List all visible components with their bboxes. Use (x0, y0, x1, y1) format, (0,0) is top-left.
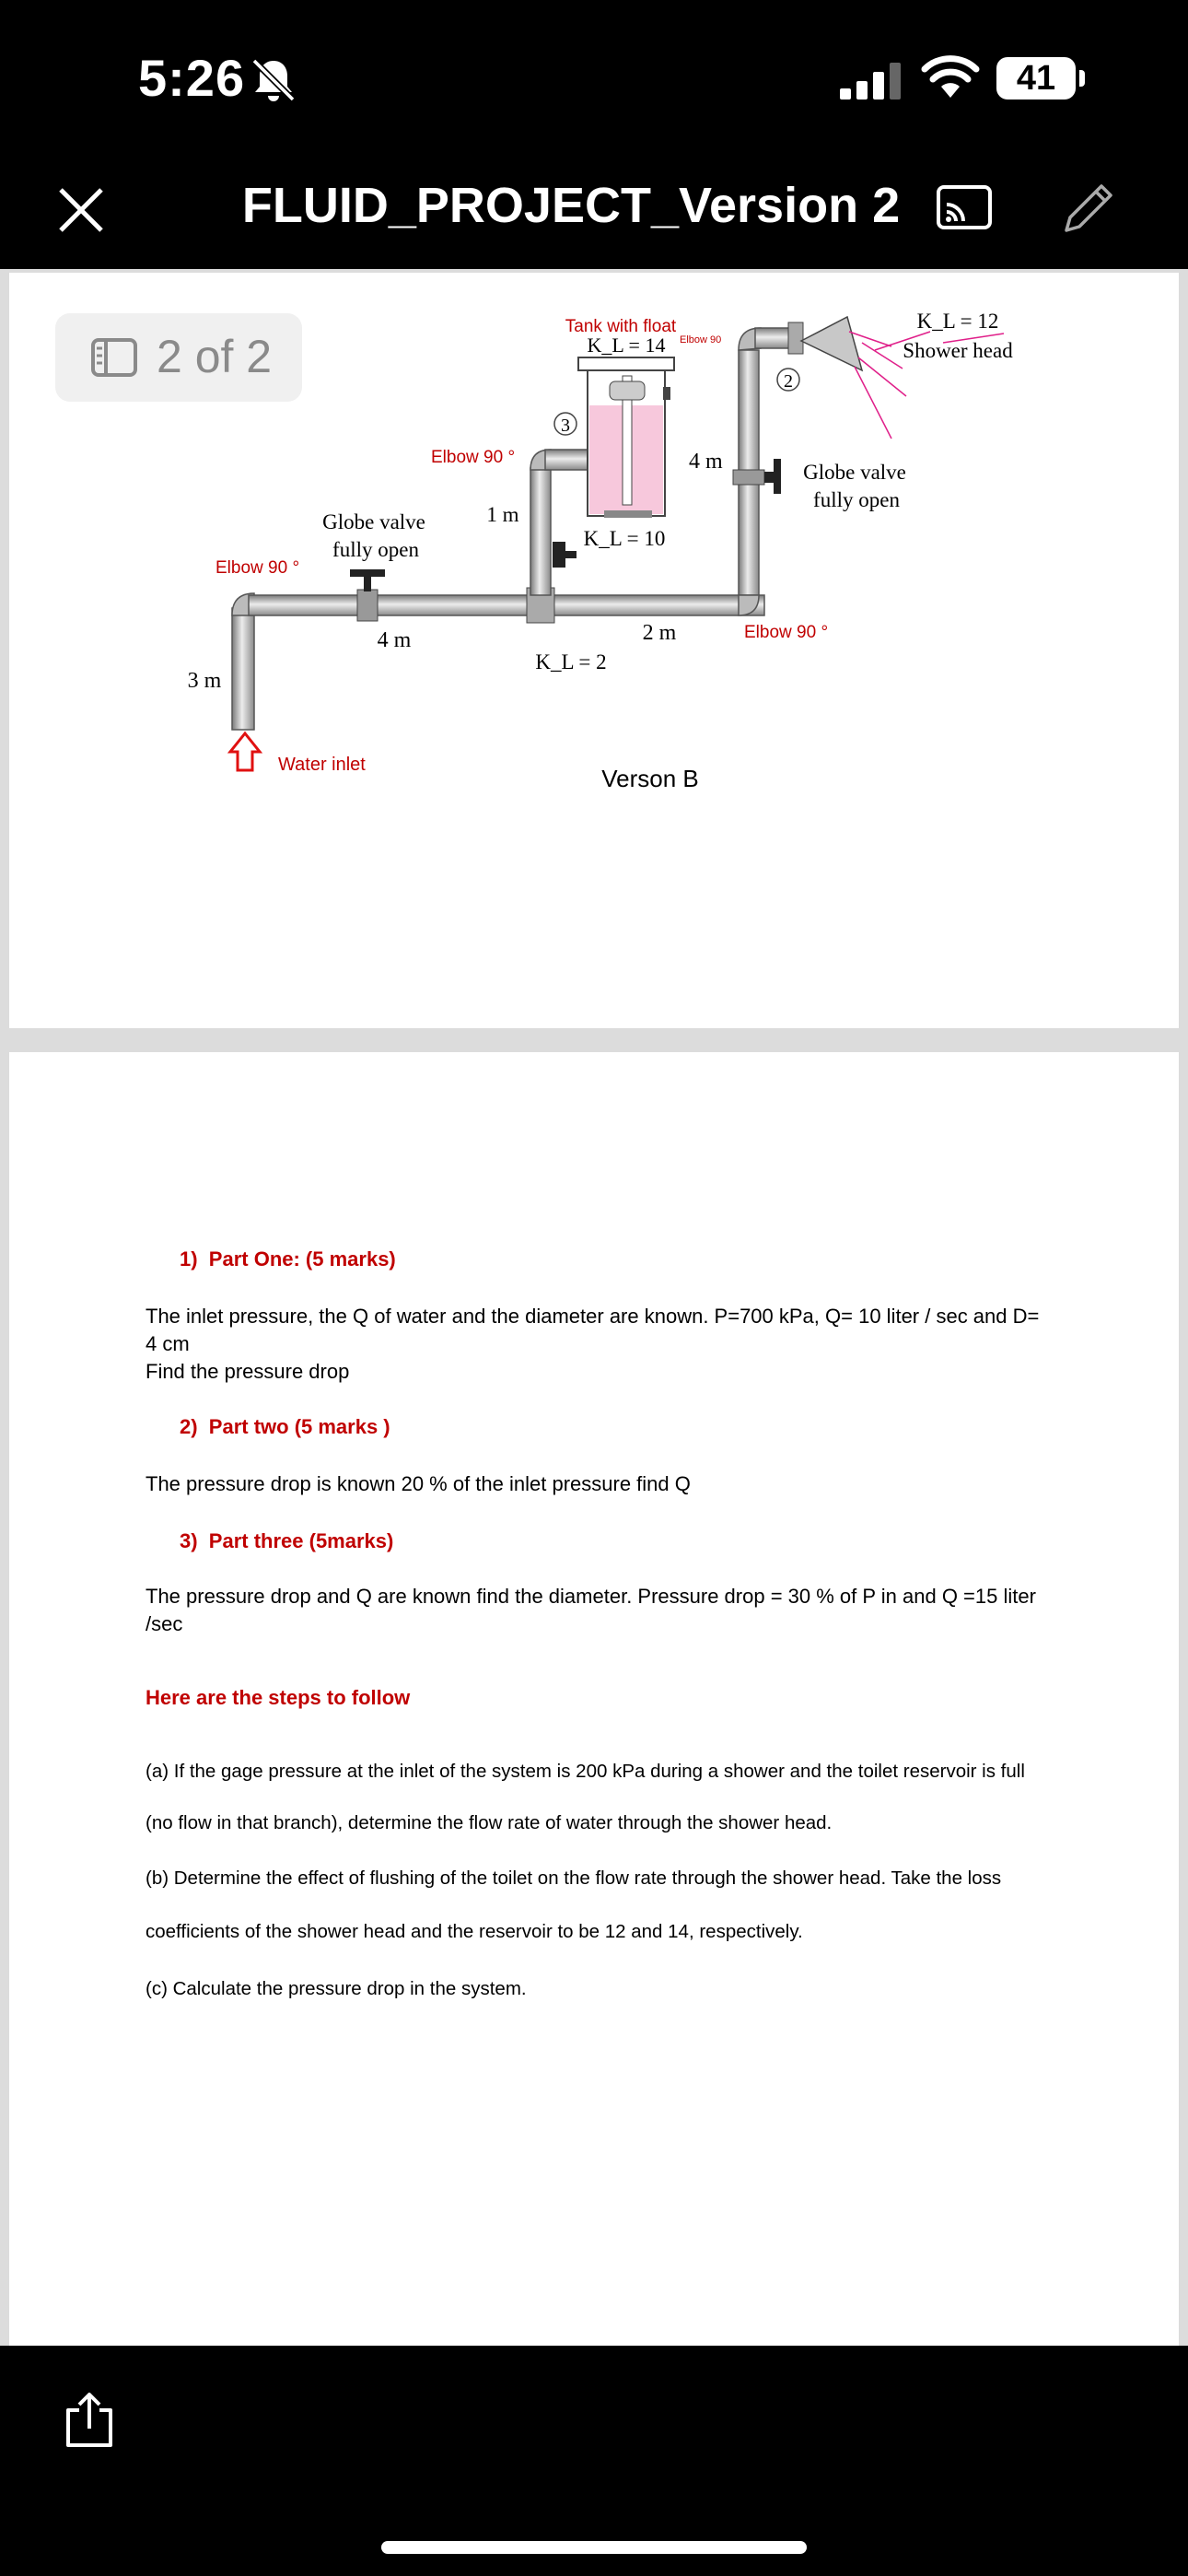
part2-text: The pressure drop is known 20 % of the inlet pressure find Q (146, 1472, 691, 1495)
battery-cap (1079, 70, 1085, 87)
kl10-label: K_L = 10 (583, 527, 666, 550)
wifi-icon (921, 55, 980, 101)
water-inlet-label: Water inlet (278, 755, 366, 775)
kl2-label: K_L = 2 (535, 650, 607, 673)
step-b-line2: coefficients of the shower head and the reservoir to be 12 and 14, respectively. (146, 1921, 803, 1942)
inlet-arrow-icon (230, 733, 260, 770)
branch-valve (553, 542, 565, 568)
elbow-small-label: Elbow 90 (680, 334, 722, 345)
globe-left-line2: fully open (332, 538, 419, 561)
main-pipe (249, 595, 764, 615)
globe-valve-left (357, 590, 378, 621)
version-label: Verson B (601, 765, 699, 792)
len-3m: 3 m (187, 669, 222, 693)
pages-icon (90, 337, 138, 378)
tank-branch-pipe (530, 468, 551, 595)
part1-task: Find the pressure drop (146, 1360, 350, 1383)
part1-text: The inlet pressure, the Q of water and the diameter are known. P=700 kPa, Q= 10 liter / sec and D= 4 cm (146, 1305, 1040, 1355)
elbow-left-label: Elbow 90 ° (215, 558, 300, 578)
globe-left-line1: Globe valve (322, 510, 425, 533)
close-icon[interactable] (55, 184, 107, 236)
tank-label: Tank with float (565, 317, 677, 336)
tank-kl: K_L = 14 (587, 334, 666, 357)
shower-head-label: Shower head (903, 339, 1013, 362)
part2-title: Part two (5 marks ) (208, 1415, 390, 1438)
page-indicator-label: 2 of 2 (157, 331, 273, 382)
part1-heading (180, 1246, 1087, 1273)
elbow-top-label: Elbow 90 ° (431, 448, 516, 467)
document-title: FLUID_PROJECT_Version 2 (241, 178, 901, 233)
cast-icon[interactable] (936, 184, 993, 230)
part2-heading (180, 1413, 1087, 1441)
shower-head (801, 317, 862, 370)
step-a-line1: (a) If the gage pressure at the inlet of the system is 200 kPa during a shower and the toilet reservoir is full (146, 1761, 1025, 1782)
share-icon[interactable] (61, 2390, 118, 2451)
pencil-icon[interactable] (1059, 177, 1120, 238)
battery-indicator: 41 (996, 57, 1076, 100)
part3-number: 3) (180, 1529, 198, 1552)
steps-title: Here are the steps to follow (146, 1686, 411, 1709)
bell-slash-icon (249, 55, 298, 105)
cellular-signal-icon (838, 61, 906, 101)
inlet-riser-pipe (232, 608, 254, 730)
part2-number: 2) (180, 1415, 198, 1438)
home-indicator[interactable] (381, 2541, 807, 2554)
status-time: 5:26 (138, 49, 246, 107)
part3-text: The pressure drop and Q are known find the diameter. Pressure drop = 30 % of P in and Q =15 liter /sec (146, 1585, 1036, 1635)
len-2m: 2 m (642, 621, 677, 645)
node-3-label: 3 (561, 416, 570, 436)
part3-heading (180, 1528, 1087, 1555)
len-1m: 1 m (486, 503, 519, 526)
globe-right-line2: fully open (813, 488, 900, 511)
part3-title: Part three (5marks) (208, 1529, 394, 1552)
globe-valve-right (733, 470, 764, 485)
elbow-right-label: Elbow 90 ° (744, 623, 829, 642)
step-b-line1: (b) Determine the effect of flushing of the toilet on the flow rate through the shower head. Take the loss (146, 1868, 1002, 1889)
step-c: (c) Calculate the pressure drop in the system. (146, 1978, 527, 1999)
node-2-label: 2 (784, 371, 793, 392)
step-a-line2: (no flow in that branch), determine the flow rate of water through the shower head. (146, 1812, 833, 1833)
len-4m-right: 4 m (689, 450, 723, 474)
shower-kl: K_L = 12 (916, 310, 999, 333)
len-4m-bottom: 4 m (377, 628, 412, 652)
part1-number: 1) (180, 1247, 198, 1270)
part1-title: Part One: (5 marks) (208, 1247, 396, 1270)
globe-right-line1: Globe valve (803, 461, 906, 484)
